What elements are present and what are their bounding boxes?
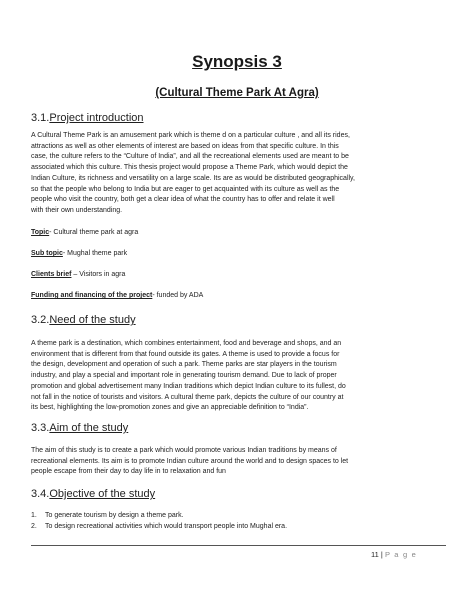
aim-paragraph	[31, 446, 446, 478]
page-subtitle: (Cultural Theme Park At Agra)	[155, 87, 319, 99]
text-line: promotion and global advertisement many Indian traditions which depict Indian culture to its fullest, do	[31, 382, 346, 390]
section-heading-aim-of-study: 3.3.Aim of the study	[31, 422, 129, 434]
need-paragraph	[31, 339, 446, 414]
text-line: industry, and play a special and important role in generating tourism demand. Due to lack of proper	[31, 372, 337, 380]
objectives-list	[31, 512, 287, 534]
text-line: attractions as well as other elements of interest are based on ideas from that specific culture. In this	[31, 142, 339, 150]
list-item: 1. To generate tourism by design a theme park.	[31, 512, 184, 519]
list-item: 2. To design recreational activities which would transport people into Mughal era.	[31, 523, 288, 530]
page-footer	[371, 550, 417, 559]
section-heading-objective-of-study: 3.4.Objective of the study	[31, 488, 156, 500]
text-line: its best, highlighting the low-promotion zones and give an appreciable definition to “India”.	[31, 404, 309, 412]
section-heading-project-introduction: 3.1.Project introduction	[31, 112, 144, 124]
text-line: not fall in the notice of tourists and visitors. A cultural theme park, depicts the culture of our country at	[31, 393, 344, 401]
footer-separator: |	[378, 550, 385, 559]
intro-paragraph	[31, 131, 446, 217]
page-number: 11	[371, 550, 379, 559]
page-label: P a g e	[384, 550, 417, 559]
text-line: the design, development and operation of such a park. Theme parks are star players in the tourism	[31, 361, 337, 369]
text-line: case, the culture refers to the “Culture of India”, and all the recreational elements used are meant to be	[31, 153, 349, 161]
text-line: A Cultural Theme Park is an amusement park which is theme d on a particular culture , and all its rides,	[31, 132, 350, 139]
text-line: The aim of this study is to create a park which would promote various Indian traditions by means of	[31, 447, 337, 454]
text-line: recreational elements. Its aim is to promote Indian culture around the world and to design spaces to let	[31, 457, 349, 465]
detail-clients-brief: Clients brief – Visitors in agra	[31, 271, 126, 278]
footer-divider	[31, 545, 446, 546]
text-line: associated which this culture. This thesis project would propose a Theme Park, which would depict the	[31, 164, 348, 172]
text-line: people who visit the country, both get a clear idea of what the country has to offer and relate it well	[31, 196, 335, 204]
section-heading-need-of-study: 3.2.Need of the study	[31, 314, 136, 326]
detail-sub-topic: Sub topic- Mughal theme park	[31, 250, 128, 257]
text-line: with their own understanding.	[31, 206, 123, 214]
detail-topic: Topic- Cultural theme park at agra	[31, 229, 139, 236]
detail-funding: Funding and financing of the project- funded by ADA	[31, 292, 204, 299]
text-line: environment that is different from that found outside its gates. A theme is used to provide a focus for	[31, 350, 340, 358]
text-line: Indian Culture, its richness and versatility on a large scale. Its are as would be distributed geographically,	[31, 174, 355, 182]
text-line: so that the people who belong to India but are eager to get acquainted with its culture as well as the	[31, 185, 340, 193]
text-line: people escape from their day to day life in to relaxation and fun	[31, 468, 226, 476]
text-line: A theme park is a destination, which combines entertainment, food and beverage and shops, and an	[31, 340, 342, 347]
page-title: Synopsis 3	[192, 52, 282, 71]
